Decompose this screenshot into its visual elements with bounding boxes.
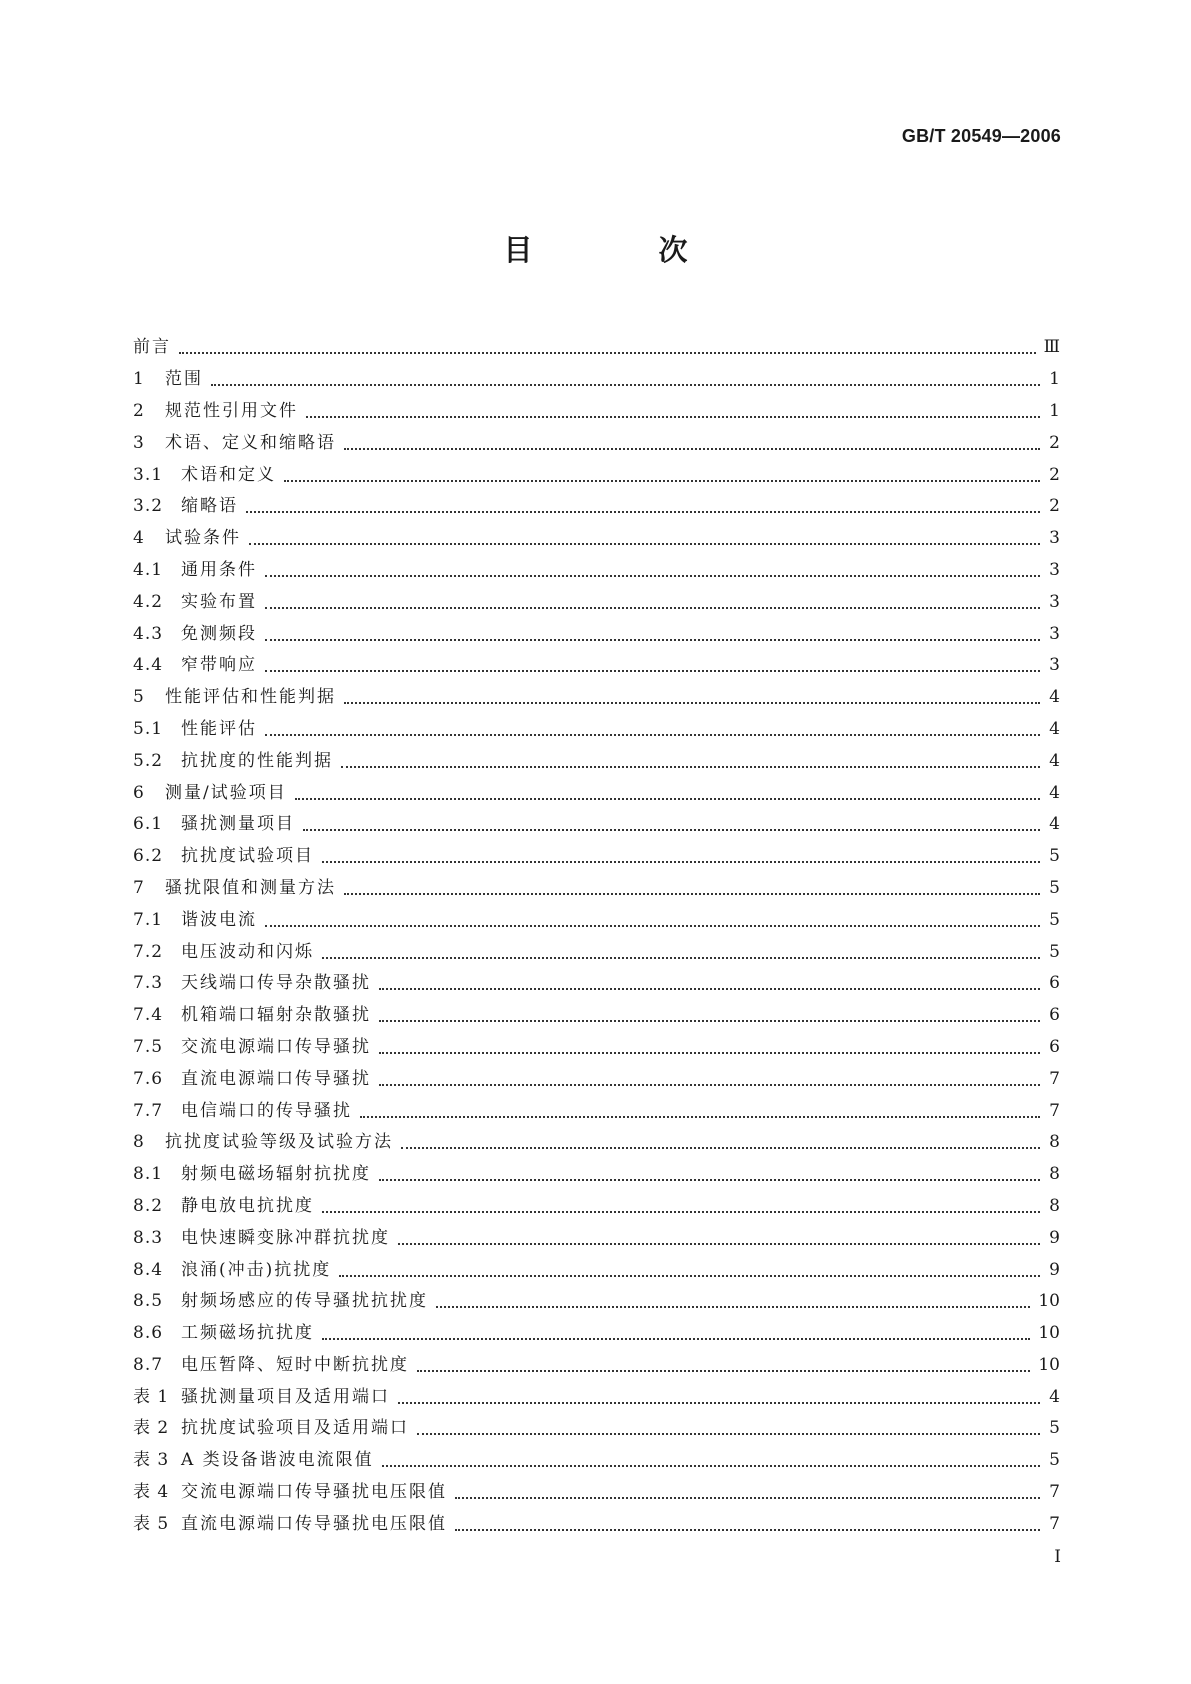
toc-entry-number: 7.5 bbox=[133, 1036, 164, 1057]
toc-entry-title: 术语、定义和缩略语 bbox=[165, 432, 336, 453]
toc-entry-page: 3 bbox=[1049, 591, 1060, 612]
toc-entry-title: A 类设备谐波电流限值 bbox=[181, 1450, 374, 1471]
toc-entry-title: 静电放电抗扰度 bbox=[181, 1195, 314, 1216]
toc-entry-number: 6.1 bbox=[133, 814, 164, 835]
toc-dot-leader bbox=[379, 1178, 1040, 1181]
toc-entry-page: 2 bbox=[1049, 496, 1060, 517]
toc-entry-number: 表 3 bbox=[133, 1450, 170, 1471]
footer-page-number: I bbox=[1054, 1547, 1061, 1567]
toc-entry[interactable] bbox=[133, 427, 1060, 459]
toc-entry-title: 抗扰度的性能判据 bbox=[181, 750, 333, 771]
toc-entry-title: 规范性引用文件 bbox=[165, 400, 298, 421]
toc-entry[interactable] bbox=[133, 1318, 1060, 1350]
toc-entry-page: 3 bbox=[1049, 655, 1060, 676]
toc-entry-page: 5 bbox=[1049, 941, 1060, 962]
toc-entry-title: 交流电源端口传导骚扰电压限值 bbox=[181, 1482, 447, 1503]
toc-dot-leader bbox=[417, 1432, 1040, 1435]
toc-entry-page: 4 bbox=[1049, 782, 1060, 803]
toc-dot-leader bbox=[398, 1401, 1040, 1404]
toc-dot-leader bbox=[379, 987, 1040, 990]
toc-entry[interactable] bbox=[133, 523, 1060, 555]
toc-entry-title: 通用条件 bbox=[181, 559, 257, 580]
toc-entry[interactable] bbox=[133, 1159, 1060, 1191]
toc-dot-leader bbox=[339, 1274, 1040, 1277]
toc-dot-leader bbox=[265, 924, 1040, 927]
toc-entry-number: 8.7 bbox=[133, 1354, 164, 1375]
toc-entry-page: 4 bbox=[1049, 1386, 1060, 1407]
toc-entry-title: 射频场感应的传导骚扰抗扰度 bbox=[181, 1291, 428, 1312]
toc-entry-number: 表 5 bbox=[133, 1513, 170, 1534]
toc-entry-title: 性能评估 bbox=[181, 718, 257, 739]
toc-entry-page: 6 bbox=[1049, 1036, 1060, 1057]
toc-dot-leader bbox=[322, 1210, 1040, 1213]
toc-entry-title: 电压波动和闪烁 bbox=[181, 941, 314, 962]
toc-entry-page: Ⅲ bbox=[1043, 337, 1060, 358]
toc-entry-title: 缩略语 bbox=[181, 496, 238, 517]
toc-entry[interactable] bbox=[133, 1413, 1060, 1445]
toc-entry-number: 表 1 bbox=[133, 1386, 170, 1407]
toc-entry-title: 骚扰测量项目及适用端口 bbox=[181, 1386, 390, 1407]
toc-entry[interactable] bbox=[133, 1445, 1060, 1477]
toc-dot-leader bbox=[322, 860, 1040, 863]
table-of-contents bbox=[133, 332, 1060, 1540]
toc-dot-leader bbox=[211, 383, 1040, 386]
toc-entry-number: 1 bbox=[133, 369, 145, 390]
page-title: 目 次 bbox=[503, 233, 746, 267]
toc-entry[interactable] bbox=[133, 459, 1060, 491]
toc-entry-page: 1 bbox=[1049, 400, 1060, 421]
toc-dot-leader bbox=[360, 1115, 1040, 1118]
toc-entry-number: 7.3 bbox=[133, 973, 164, 994]
toc-dot-leader bbox=[401, 1146, 1040, 1149]
toc-entry-number: 3 bbox=[133, 432, 145, 453]
toc-dot-leader bbox=[306, 415, 1040, 418]
toc-entry-title: 射频电磁场辐射抗扰度 bbox=[181, 1164, 371, 1185]
toc-entry-title: 谐波电流 bbox=[181, 909, 257, 930]
toc-entry-page: 8 bbox=[1049, 1164, 1060, 1185]
toc-entry[interactable] bbox=[133, 1000, 1060, 1032]
toc-entry-title: 电压暂降、短时中断抗扰度 bbox=[181, 1354, 409, 1375]
toc-entry-number: 7.1 bbox=[133, 909, 164, 930]
toc-entry-number: 4 bbox=[133, 528, 145, 549]
toc-entry-page: 3 bbox=[1049, 623, 1060, 644]
standard-code: GB/T 20549—2006 bbox=[901, 126, 1061, 146]
toc-entry-title: 免测频段 bbox=[181, 623, 257, 644]
toc-entry[interactable] bbox=[133, 1191, 1060, 1223]
toc-entry-title: 直流电源端口传导骚扰电压限值 bbox=[181, 1513, 447, 1534]
toc-entry-page: 6 bbox=[1049, 973, 1060, 994]
toc-entry[interactable] bbox=[133, 873, 1060, 905]
toc-dot-leader bbox=[265, 606, 1040, 609]
toc-entry-number: 6.2 bbox=[133, 846, 164, 867]
toc-entry-page: 3 bbox=[1049, 559, 1060, 580]
toc-entry-title: 骚扰限值和测量方法 bbox=[165, 877, 336, 898]
toc-dot-leader bbox=[344, 892, 1040, 895]
toc-dot-leader bbox=[398, 1242, 1040, 1245]
toc-entry-page: 5 bbox=[1049, 1450, 1060, 1471]
toc-entry[interactable] bbox=[133, 1254, 1060, 1286]
toc-entry-number: 7.6 bbox=[133, 1068, 164, 1089]
toc-entry-page: 7 bbox=[1049, 1513, 1060, 1534]
toc-entry-number: 7 bbox=[133, 877, 145, 898]
toc-dot-leader bbox=[303, 828, 1040, 831]
toc-entry[interactable] bbox=[133, 618, 1060, 650]
toc-entry[interactable] bbox=[133, 1032, 1060, 1064]
toc-entry[interactable] bbox=[133, 332, 1060, 364]
toc-entry-title: 骚扰测量项目 bbox=[181, 814, 295, 835]
toc-entry[interactable] bbox=[133, 1095, 1060, 1127]
toc-entry-number: 3.2 bbox=[133, 496, 164, 517]
toc-entry-page: 10 bbox=[1038, 1354, 1060, 1375]
toc-entry[interactable] bbox=[133, 809, 1060, 841]
toc-entry-number: 8.2 bbox=[133, 1195, 164, 1216]
toc-entry[interactable] bbox=[133, 682, 1060, 714]
toc-dot-leader bbox=[295, 797, 1040, 800]
toc-entry-page: 1 bbox=[1049, 369, 1060, 390]
toc-entry-title: 窄带响应 bbox=[181, 655, 257, 676]
toc-dot-leader bbox=[379, 1019, 1040, 1022]
toc-entry-page: 4 bbox=[1049, 814, 1060, 835]
toc-entry[interactable] bbox=[133, 491, 1060, 523]
toc-entry-number: 4.4 bbox=[133, 655, 164, 676]
toc-dot-leader bbox=[417, 1369, 1030, 1372]
toc-entry-number: 7.4 bbox=[133, 1005, 164, 1026]
toc-dot-leader bbox=[265, 733, 1040, 736]
toc-dot-leader bbox=[344, 701, 1040, 704]
toc-entry-title: 测量/试验项目 bbox=[165, 782, 287, 803]
toc-entry-page: 7 bbox=[1049, 1100, 1060, 1121]
toc-dot-leader bbox=[455, 1528, 1040, 1531]
toc-entry-title: 浪涌(冲击)抗扰度 bbox=[181, 1259, 332, 1280]
toc-entry[interactable] bbox=[133, 1127, 1060, 1159]
toc-entry-number: 8.4 bbox=[133, 1259, 164, 1280]
toc-entry-number: 3.1 bbox=[133, 464, 164, 485]
toc-entry-title: 电信端口的传导骚扰 bbox=[181, 1100, 352, 1121]
toc-entry[interactable] bbox=[133, 364, 1060, 396]
toc-entry-page: 5 bbox=[1049, 1418, 1060, 1439]
toc-entry-number: 8 bbox=[133, 1132, 145, 1153]
toc-entry-title: 工频磁场抗扰度 bbox=[181, 1323, 314, 1344]
toc-dot-leader bbox=[322, 1337, 1030, 1340]
toc-entry-number: 8.6 bbox=[133, 1323, 164, 1344]
toc-entry-title: 抗扰度试验等级及试验方法 bbox=[165, 1132, 393, 1153]
toc-entry-title: 直流电源端口传导骚扰 bbox=[181, 1068, 371, 1089]
toc-entry[interactable] bbox=[133, 1350, 1060, 1382]
toc-entry-page: 5 bbox=[1049, 909, 1060, 930]
toc-entry[interactable] bbox=[133, 968, 1060, 1000]
toc-dot-leader bbox=[265, 574, 1040, 577]
toc-entry[interactable] bbox=[133, 904, 1060, 936]
toc-entry[interactable] bbox=[133, 1508, 1060, 1540]
toc-entry-page: 10 bbox=[1038, 1323, 1060, 1344]
toc-entry-page: 6 bbox=[1049, 1005, 1060, 1026]
toc-entry[interactable] bbox=[133, 1286, 1060, 1318]
toc-dot-leader bbox=[265, 638, 1040, 641]
toc-entry-page: 7 bbox=[1049, 1482, 1060, 1503]
toc-entry-title: 机箱端口辐射杂散骚扰 bbox=[181, 1005, 371, 1026]
toc-dot-leader bbox=[322, 956, 1040, 959]
toc-entry-page: 7 bbox=[1049, 1068, 1060, 1089]
toc-dot-leader bbox=[436, 1305, 1030, 1308]
toc-entry-title: 抗扰度试验项目及适用端口 bbox=[181, 1418, 409, 1439]
toc-entry-title: 术语和定义 bbox=[181, 464, 276, 485]
toc-entry[interactable] bbox=[133, 841, 1060, 873]
toc-entry-title: 性能评估和性能判据 bbox=[165, 687, 336, 708]
toc-entry-page: 9 bbox=[1049, 1259, 1060, 1280]
toc-entry-number: 8.3 bbox=[133, 1227, 164, 1248]
toc-entry-number: 2 bbox=[133, 400, 145, 421]
toc-entry-number: 4.2 bbox=[133, 591, 164, 612]
toc-entry-number: 4.3 bbox=[133, 623, 164, 644]
toc-entry-page: 4 bbox=[1049, 687, 1060, 708]
toc-entry-page: 2 bbox=[1049, 432, 1060, 453]
toc-dot-leader bbox=[246, 510, 1040, 513]
toc-entry-title: 实验布置 bbox=[181, 591, 257, 612]
toc-entry[interactable] bbox=[133, 936, 1060, 968]
toc-entry[interactable] bbox=[133, 714, 1060, 746]
toc-entry[interactable] bbox=[133, 586, 1060, 618]
toc-dot-leader bbox=[265, 669, 1040, 672]
toc-entry-number: 表 4 bbox=[133, 1482, 170, 1503]
toc-entry-number: 表 2 bbox=[133, 1418, 170, 1439]
toc-entry-number: 7.7 bbox=[133, 1100, 164, 1121]
toc-dot-leader bbox=[249, 542, 1040, 545]
toc-entry-page: 4 bbox=[1049, 750, 1060, 771]
toc-dot-leader bbox=[179, 351, 1036, 354]
toc-entry-title: 交流电源端口传导骚扰 bbox=[181, 1036, 371, 1057]
toc-entry[interactable] bbox=[133, 650, 1060, 682]
toc-entry-title: 前言 bbox=[133, 337, 171, 358]
toc-entry[interactable] bbox=[133, 745, 1060, 777]
toc-dot-leader bbox=[344, 447, 1040, 450]
toc-entry-number: 4.1 bbox=[133, 559, 164, 580]
toc-entry[interactable] bbox=[133, 1381, 1060, 1413]
toc-entry-number: 6 bbox=[133, 782, 145, 803]
toc-entry-number: 5.1 bbox=[133, 718, 164, 739]
toc-dot-leader bbox=[284, 479, 1040, 482]
toc-entry-title: 抗扰度试验项目 bbox=[181, 846, 314, 867]
toc-entry-number: 8.5 bbox=[133, 1291, 164, 1312]
toc-dot-leader bbox=[382, 1464, 1040, 1467]
toc-entry-number: 5 bbox=[133, 687, 145, 708]
toc-entry[interactable] bbox=[133, 555, 1060, 587]
toc-entry-number: 5.2 bbox=[133, 750, 164, 771]
toc-entry[interactable] bbox=[133, 1477, 1060, 1509]
toc-entry-title: 天线端口传导杂散骚扰 bbox=[181, 973, 371, 994]
toc-entry-page: 5 bbox=[1049, 877, 1060, 898]
toc-entry[interactable] bbox=[133, 1222, 1060, 1254]
toc-entry-number: 7.2 bbox=[133, 941, 164, 962]
toc-entry-title: 试验条件 bbox=[165, 528, 241, 549]
toc-dot-leader bbox=[455, 1496, 1040, 1499]
toc-entry[interactable] bbox=[133, 396, 1060, 428]
toc-entry[interactable] bbox=[133, 777, 1060, 809]
toc-entry[interactable] bbox=[133, 1063, 1060, 1095]
toc-dot-leader bbox=[341, 765, 1040, 768]
toc-entry-title: 范围 bbox=[165, 369, 203, 390]
toc-entry-number: 8.1 bbox=[133, 1164, 164, 1185]
toc-entry-page: 3 bbox=[1049, 528, 1060, 549]
toc-entry-page: 9 bbox=[1049, 1227, 1060, 1248]
toc-entry-page: 8 bbox=[1049, 1132, 1060, 1153]
toc-dot-leader bbox=[379, 1083, 1040, 1086]
toc-entry-page: 8 bbox=[1049, 1195, 1060, 1216]
toc-dot-leader bbox=[379, 1051, 1040, 1054]
toc-entry-page: 5 bbox=[1049, 846, 1060, 867]
toc-entry-title: 电快速瞬变脉冲群抗扰度 bbox=[181, 1227, 390, 1248]
toc-entry-page: 4 bbox=[1049, 718, 1060, 739]
toc-entry-page: 2 bbox=[1049, 464, 1060, 485]
toc-entry-page: 10 bbox=[1038, 1291, 1060, 1312]
